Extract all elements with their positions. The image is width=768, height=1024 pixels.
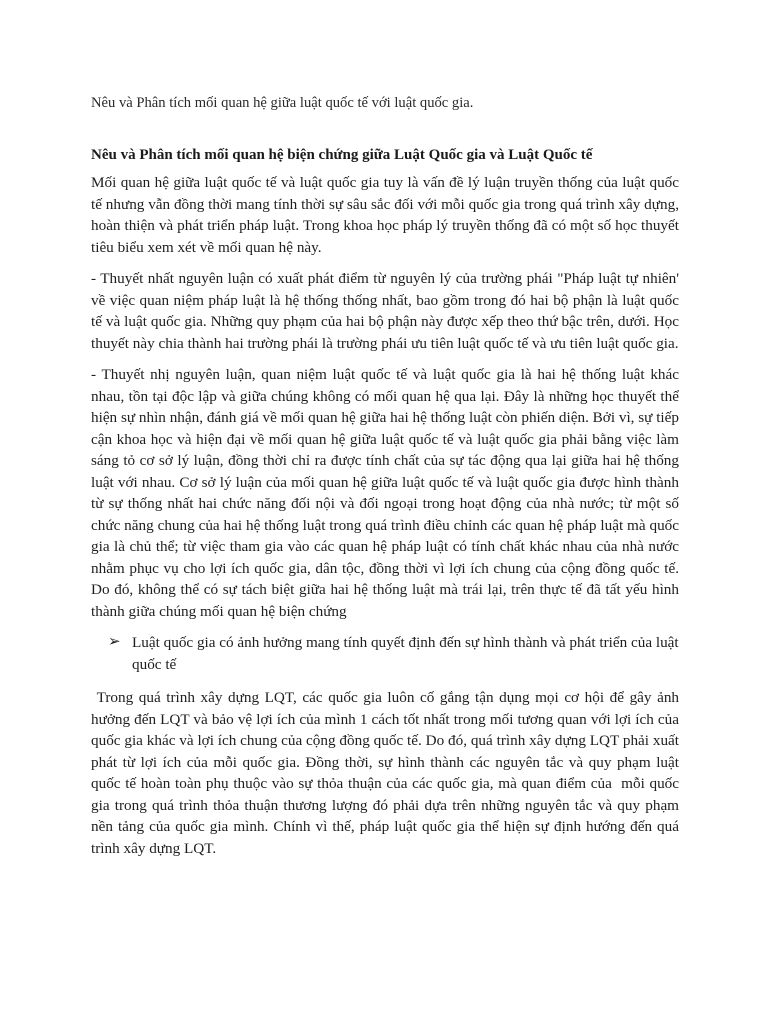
document-body xyxy=(91,172,683,869)
paragraph-overview: Mối quan hệ giữa luật quốc tế và luật quốc gia tuy là vấn đề lý luận truyền thống của luật quốc tế nhưng vẫn đồng thời mang tính thời sự sâu sắc đối với mỗi quốc gia trong quá trình xây dựng, hoàn thiện và phát triển pháp luật. Trong khoa học pháp lý truyền thống đã có một số học thuyết tiêu biểu xem xét về mối quan hệ này. xyxy=(91,174,679,256)
document-page xyxy=(91,0,683,1024)
paragraph-dualism: - Thuyết nhị nguyên luận, quan niệm luật quốc tế và luật quốc gia là hai hệ thống luật khác nhau, tồn tại độc lập và giữa chúng không có mối quan hệ qua lại. Đây là những học thuyết thể hiện sự nhìn nhận, đánh giá về mối quan hệ giữa hai hệ thống luật còn phiến diện. Bởi vì, sự tiếp cận khoa học và hiện đại về mối quan hệ giữa luật quốc tế và luật quốc gia phải bằng việc làm sáng tỏ cơ sở lý luận, đồng thời chỉ ra được tính chất của sự tác động qua lại giữa hai hệ thống luật với nhau. Cơ sở lý luận của mối quan hệ giữa luật quốc tế và luật quốc gia được hình thành từ sự thống nhất hai chức năng đối nội và đối ngoại trong hoạt động của nhà nước; từ một số chức năng chung của hai hệ thống luật trong quá trình điều chỉnh các quan hệ pháp luật mà quốc gia là chủ thể; từ việc tham gia vào các quan hệ pháp luật có tính chất khác nhau của nhà nước nhằm phục vụ cho lợi ích quốc gia, dân tộc, đồng thời vì lợi ích chung của cộng đồng quốc tế. Do đó, không thể có sự tách biệt giữa hai hệ thống luật mà trái lại, trên thực tế đã tất yếu hình thành giữa chúng mối quan hệ biện chứng xyxy=(91,366,679,620)
paragraph-monism: - Thuyết nhất nguyên luận có xuất phát điểm từ nguyên lý của trường phái "Pháp luật tự nhiên' về việc quan niệm pháp luật là hệ thống thống nhất, bao gồm trong đó hai bộ phận là luật quốc tế và luật quốc gia. Những quy phạm của hai bộ phận này được xếp theo thứ bậc trên, dưới. Học thuyết này chia thành hai trường phái là trường phái ưu tiên luật quốc tế và ưu tiên luật quốc gia. xyxy=(91,270,679,352)
bullet-text: Luật quốc gia có ảnh hưởng mang tính quyết định đến sự hình thành và phát triển của luật quốc tế xyxy=(132,634,679,673)
bullet-item xyxy=(91,632,679,675)
paragraph-closing: Trong quá trình xây dựng LQT, các quốc gia luôn cố gắng tận dụng mọi cơ hội để gây ảnh hưởng đến LQT và bảo vệ lợi ích của mình 1 cách tốt nhất trong mối tương quan với lợi ích của quốc gia khác và lợi ích chung của cộng đồng quốc tế. Do đó, quá trình xây dựng LQT phải xuất phát từ lợi ích của mỗi quốc gia. Đồng thời, sự hình thành các nguyên tắc và quy phạm luật quốc tế hoàn toàn phụ thuộc vào sự thỏa thuận của các quốc gia, mà quan điểm của mỗi quốc gia trong quá trình thỏa thuận thương lượng đó phải dựa trên những nguyên tắc và quy phạm nền tảng của quốc gia mình. Chính vì thế, pháp luật quốc gia thể hiện sự định hướng đến quá trình xây dựng LQT. xyxy=(91,689,683,857)
arrow-bullet-icon: ➢ xyxy=(108,634,121,650)
intro-line: Nêu và Phân tích mối quan hệ giữa luật quốc tế với luật quốc gia. xyxy=(91,95,474,111)
document-heading: Nêu và Phân tích mối quan hệ biện chứng giữa Luật Quốc gia và Luật Quốc tế xyxy=(91,147,593,163)
